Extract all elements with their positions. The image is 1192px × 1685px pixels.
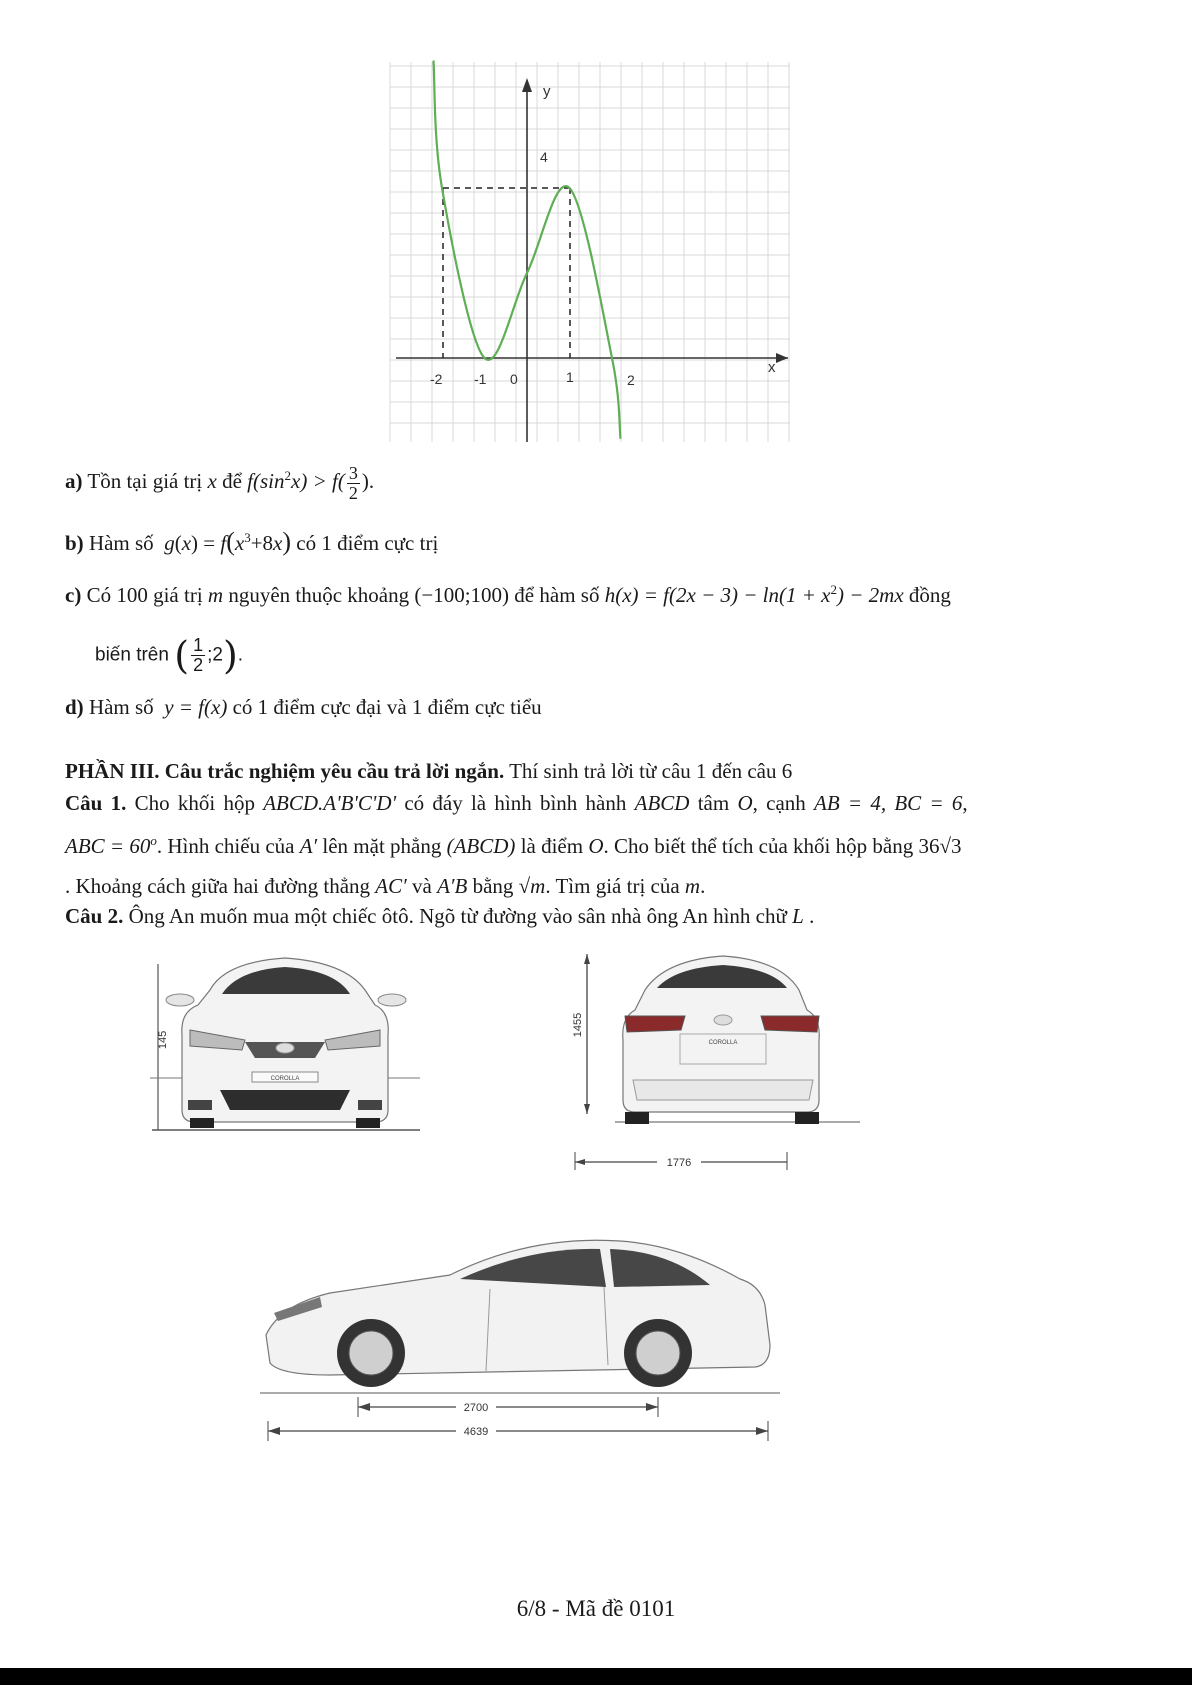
item-a-expr1: f(sin	[247, 469, 285, 493]
item-a: a) Tồn tại giá trị x để $f(\sin^2x) > f$( $\frac{3}{2}$ ).	[65, 462, 375, 503]
tick-label-1: 1	[566, 369, 574, 385]
item-c-line1: c) Có 100 giá trị m nguyên thuộc khoảng (−100;100) để hàm số $h(x) = f(2x - 3) - \ln(1 + x^2) - 2mx$ đồng	[65, 582, 951, 607]
item-a-end: ).	[361, 469, 375, 493]
function-graph	[390, 62, 790, 442]
rear-dim-width: 1776	[666, 1157, 692, 1169]
item-b: b) Hàm số $g(x) = f(x^3+8x)$ có 1 điểm cực trị	[65, 527, 439, 556]
item-a-var: x	[207, 469, 217, 493]
item-a-fraction: $\frac{3}{2}$	[348, 462, 358, 503]
q2-label: Câu 2.	[65, 904, 124, 928]
rear-badge: COROLLA	[708, 1040, 738, 1046]
section-title: PHẦN III. Câu trắc nghiệm yêu cầu trả lời ngắn. Thí sinh trả lời từ câu 1 đến câu 6	[65, 759, 793, 783]
q1-line3: . Khoảng cách giữa hai đường thẳng AC′ và A′B bằng √m. Tìm giá trị của m.	[65, 874, 706, 898]
q2-line: Câu 2. Ông An muốn mua một chiếc ôtô. Ngõ từ đường vào sân nhà ông An hình chữ L .	[65, 904, 815, 928]
bottom-bar	[0, 1668, 1192, 1685]
item-a-text: Tồn tại giá trị	[87, 469, 203, 493]
y-label: y	[543, 83, 551, 100]
page-footer: 6/8 - Mã đề 0101	[516, 1596, 676, 1621]
item-b-text: Hàm số	[88, 531, 154, 555]
q1-line2: ABC = $60^o$. Hình chiếu của A′ lên mặt phẳng (ABCD) là điểm O. Cho biết thể tích của khối hộp bằng 36√3	[65, 833, 962, 858]
x-axis-arrow-icon	[776, 353, 788, 363]
item-d-label: d)	[65, 695, 84, 719]
tick-label-4: 4	[540, 149, 548, 165]
x-label: x	[768, 359, 776, 376]
item-c-fraction: $\frac{1}{2}$	[193, 635, 204, 675]
tick-label-2: 2	[627, 372, 635, 388]
y-axis-arrow-icon	[522, 78, 532, 92]
tick-label-0: 0	[510, 371, 518, 387]
car-side-view	[260, 1225, 780, 1455]
rear-dim-height: 1455	[572, 1012, 584, 1038]
item-d: d) Hàm số y = f(x) có 1 điểm cực đại và 1 điểm cực tiểu	[65, 695, 542, 719]
front-dim-label: 145	[157, 1030, 169, 1050]
car-front-view	[150, 950, 430, 1140]
item-c-function: h(x) = f(2x − 3) − ln(1 + x	[604, 583, 831, 607]
front-badge: COROLLA	[270, 1076, 300, 1082]
item-b-tail: có 1 điểm cực trị	[296, 531, 439, 555]
item-a-de: để	[222, 469, 242, 493]
q1-label: Câu 1.	[65, 791, 127, 815]
tick-label-m1: -1	[474, 371, 487, 387]
item-a-label: a)	[65, 469, 83, 493]
car-rear-view	[572, 950, 875, 1170]
item-c-line2: biến trên ( $\frac{1}{2}$ ;2).	[95, 633, 244, 678]
item-a-expr2: x) > f(	[291, 469, 345, 493]
item-b-label: b)	[65, 531, 84, 555]
item-c-label: c)	[65, 583, 82, 607]
side-dim-length: 4639	[463, 1426, 489, 1438]
item-c-interval: (−100;100)	[414, 583, 510, 607]
side-dim-wheelbase: 2700	[463, 1402, 489, 1414]
q1-line1: Câu 1. Cho khối hộp ABCD.A'B'C'D' có đáy là hình bình hành ABCD tâm O, cạnh AB = 4, BC = 6,	[65, 791, 968, 815]
tick-label-m2: -2	[430, 371, 443, 387]
